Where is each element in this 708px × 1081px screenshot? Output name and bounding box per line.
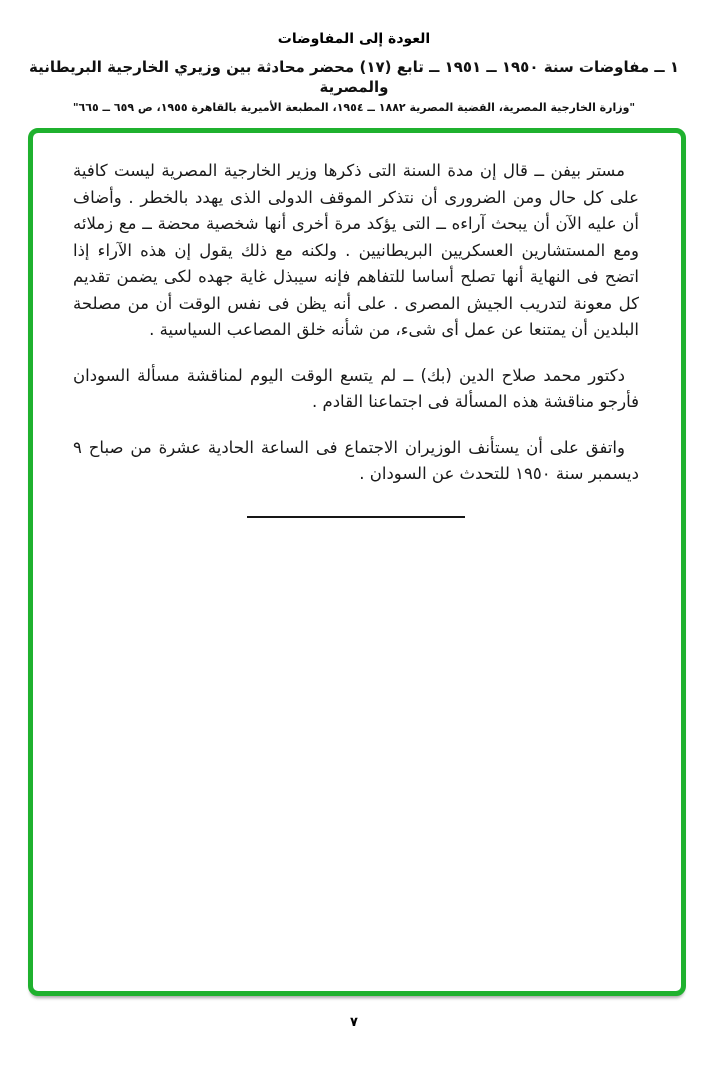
scan-paragraph-bevin-statement: مستر بيفن ــ قال إن مدة السنة التى ذكرها وزير الخارجية المصرية ليست كافية على كل حال ومن الضرورى أن نتذكر الموقف الدولى الذى يهدد بالخطر . وأضاف أن عليه الآن أن يبحث آراءه ــ التى يؤكد مرة أخرى أنها شخصية محضة ــ مع زملائه ومع المستشارين العسكريين البريطانيين . ولكنه مع ذلك يقول إن هذه الآراء إذا اتضح فى النهاية أنها تصلح أساسا للتفاهم فإنه سيبذل غاية جهده لكى يضمن تقديم كل معونة لتدريب الجيش المصرى . على أنه يظن فى نفس الوقت أن من مصلحة البلدين أن يمتنعا عن عمل أى شىء، من شأنه خلق المصاعب السياسية .: [73, 161, 639, 339]
document-source-citation: "وزارة الخارجية المصرية، القضية المصرية ١٨٨٢ ــ ١٩٥٤، المطبعة الأميرية بالقاهرة ١٩٥٥، ص ٦٥٩ ــ ٦٦٥": [72, 101, 636, 114]
scanned-document-text: [73, 158, 639, 488]
page-number: ٧: [350, 1015, 358, 1030]
section-divider-rule: [247, 516, 465, 518]
document-title: ١ ــ مفاوضات سنة ١٩٥٠ ــ ١٩٥١ ــ تابع (١٧) محضر محادثة بين وزيري الخارجية البريطانية والمصرية: [28, 58, 680, 96]
back-to-negotiations-link[interactable]: العودة إلى المفاوضات: [277, 31, 431, 47]
page-header: [0, 0, 708, 116]
scanned-document-frame: [28, 128, 686, 996]
scan-paragraph-meeting-agreement: واتفق على أن يستأنف الوزيران الاجتماع فى الساعة الحادية عشرة من صباح ٩ ديسمبر سنة ١٩٥٠ للتحدث عن السودان .: [73, 437, 639, 483]
scan-paragraph-salah-eldin-statement: دكتور محمد صلاح الدين (بك) ــ لم يتسع الوقت اليوم لمناقشة مسألة السودان فأرجو مناقشة هذه المسألة فى اجتماعنا القادم .: [73, 365, 639, 411]
